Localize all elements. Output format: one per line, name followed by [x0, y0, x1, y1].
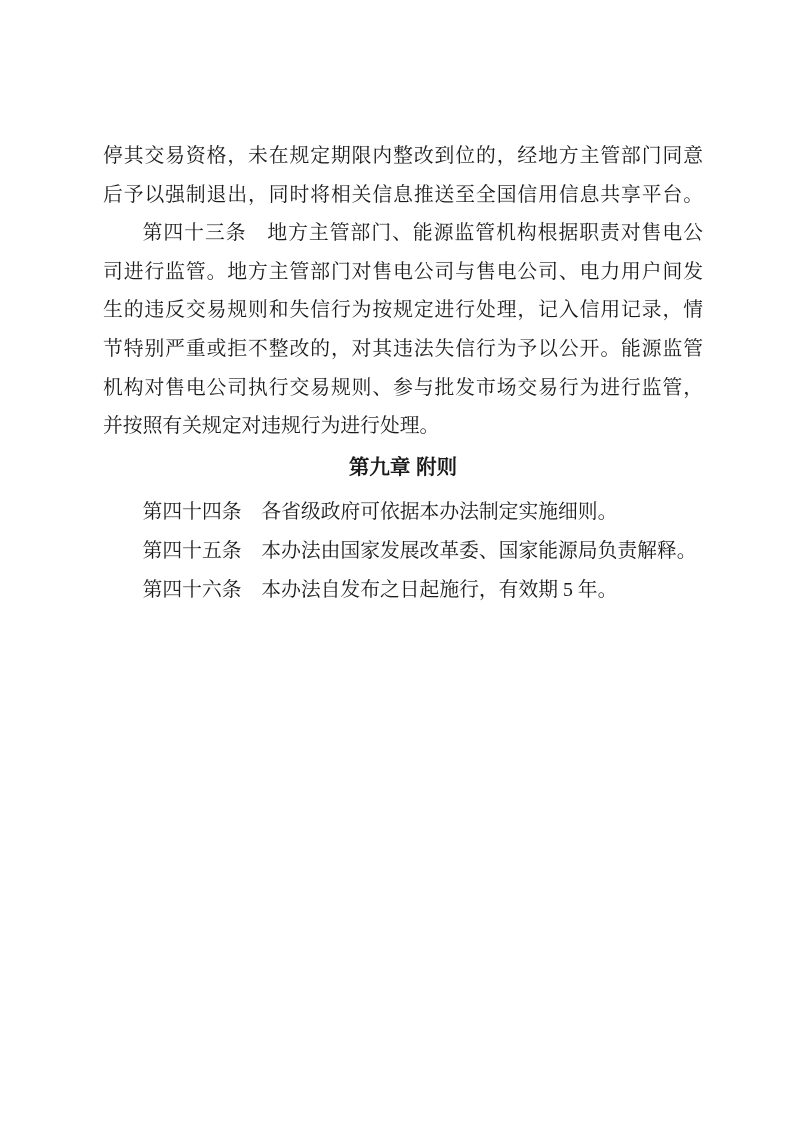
body-text-line: 节特别严重或拒不整改的，对其违法失信行为予以公开。能源监管	[103, 337, 703, 360]
article-43-first-line: 第四十三条 地方主管部门、能源监管机构根据职责对售电公	[142, 222, 703, 245]
article-46-line: 第四十六条 本办法自发布之日起施行，有效期 5 年。	[142, 578, 618, 601]
document-text-column	[103, 137, 703, 609]
article-44-line: 第四十四条 各省级政府可依据本办法制定实施细则。	[142, 501, 618, 524]
chapter-heading: 第九章 附则	[348, 455, 458, 479]
body-text-line: 停其交易资格，未在规定期限内整改到位的，经地方主管部门同意	[103, 145, 703, 167]
body-text-line: 机构对售电公司执行交易规则、参与批发市场交易行为进行监管，	[103, 376, 703, 399]
body-text-line: 并按照有关规定对违规行为进行处理。	[103, 415, 440, 438]
body-text-line: 司进行监管。地方主管部门对售电公司与售电公司、电力用户间发	[103, 260, 703, 283]
article-45-line: 第四十五条 本办法由国家发展改革委、国家能源局负责解释。	[142, 539, 697, 562]
body-text-line: 后予以强制退出，同时将相关信息推送至全国信用信息共享平台。	[103, 183, 703, 206]
body-text-line: 生的违反交易规则和失信行为按规定进行处理，记入信用记录，情	[103, 299, 703, 322]
